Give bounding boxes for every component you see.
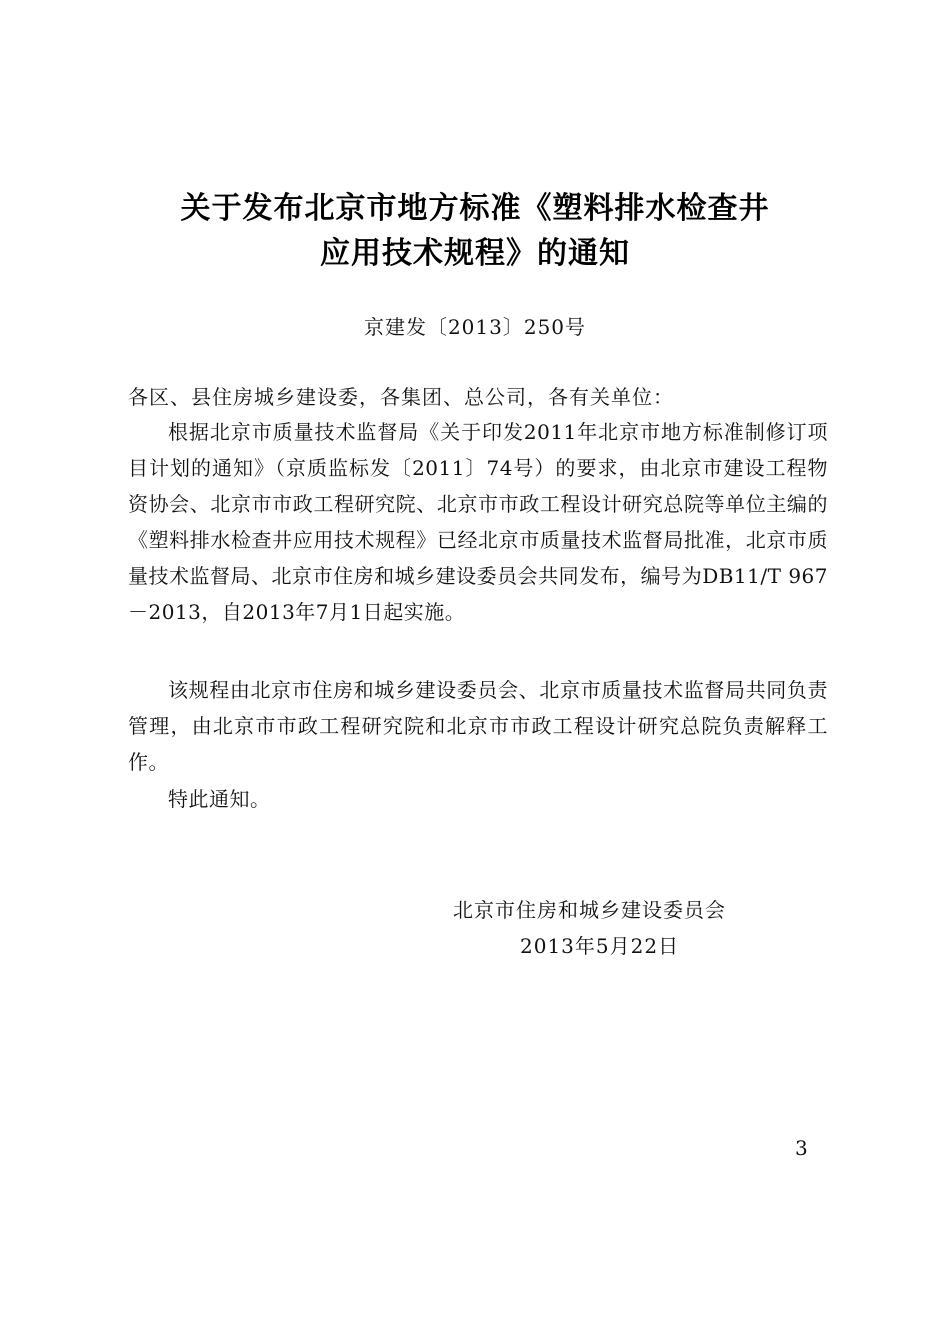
title-line-1: 关于发布北京市地方标准《塑料排水检查井: [180, 191, 770, 226]
issue-date: 2013年5月22日: [520, 934, 680, 958]
page-number: 3: [795, 1136, 808, 1160]
salutation: 各区、县住房城乡建设委，各集团、总公司，各有关单位：: [128, 385, 674, 409]
document-number: 京建发〔2013〕250号: [363, 315, 587, 339]
title-line-2: 应用技术规程》的通知: [320, 236, 630, 271]
closing-phrase: 特此通知。: [168, 787, 271, 811]
body-paragraph: 该规程由北京市住房和城乡建设委员会、北京市质量技术监督局共同负责管理，由北京市市政工程研究院和北京市市政工程设计研究总院负责解释工作。: [128, 678, 828, 774]
body-paragraph: 根据北京市质量技术监督局《关于印发2011年北京市地方标准制修订项目计划的通知》（京质监标发〔2011〕74号）的要求，由北京市建设工程物资协会、北京市市政工程研究院、北京市市政工程设计研究总院等单位主编的《塑料排水检查井应用技术规程》已经北京市质量技术监督局批准，北京市质量技术监督局、北京市住房和城乡建设委员会共同发布，编号为DB11/T 967－2013，自2013年7月1日起实施。: [128, 420, 828, 624]
issuer-signature: 北京市住房和城乡建设委员会: [453, 898, 726, 922]
